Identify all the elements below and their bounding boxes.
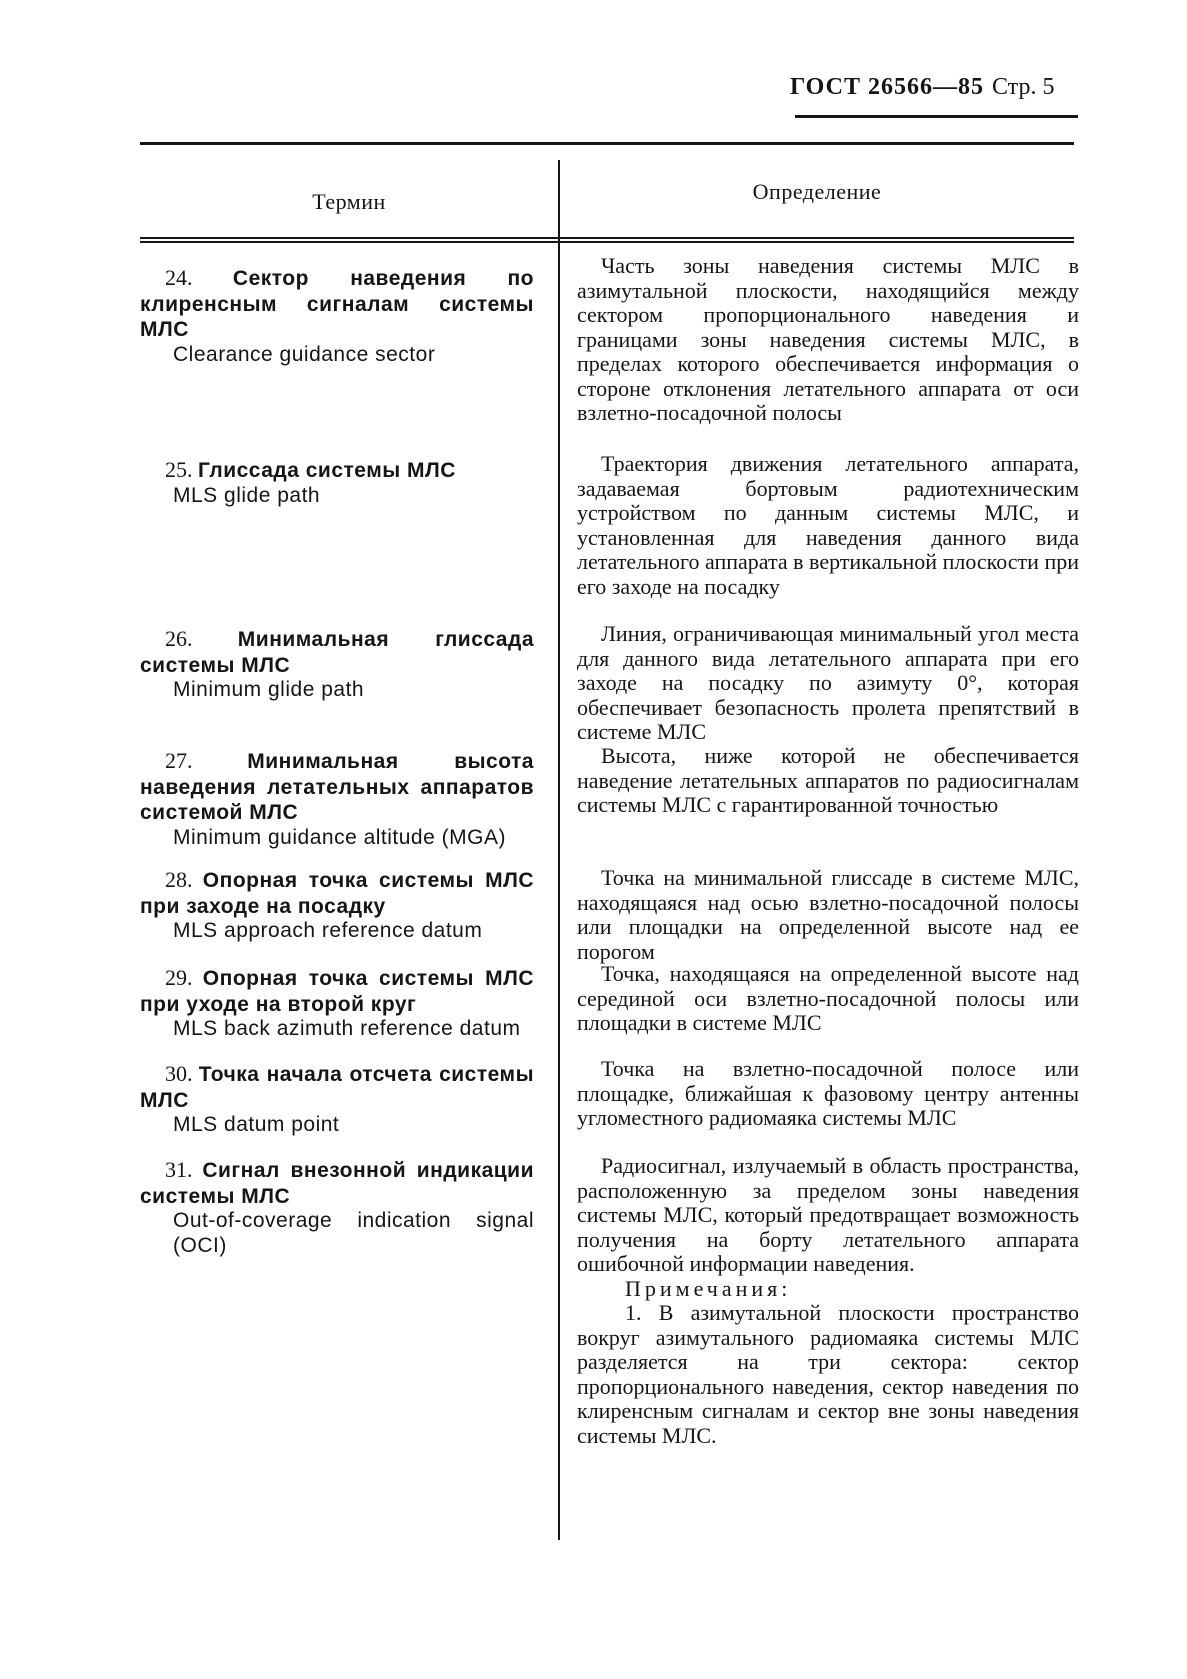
term-29 (140, 966, 534, 1042)
term-31 (140, 1158, 534, 1258)
definition-29 (577, 962, 1079, 1036)
term-number: 24. (165, 265, 193, 290)
term-25 (140, 458, 534, 508)
notes-title: Примечания: (625, 1275, 792, 1301)
definition-text: Точка на взлетно-посадочной полосе или площадке, ближайшая к фазовому центру антенны угломестного радиомаяка системы МЛС (577, 1056, 1079, 1130)
term-26 (140, 627, 534, 703)
term-english: Clearance guidance sector (173, 342, 436, 366)
column-header-definition: Определение (752, 179, 882, 204)
column-separator (558, 160, 560, 1540)
term-30 (140, 1062, 534, 1138)
definition-text: Линия, ограничивающая минимальный угол места для данного вида летательного аппарата при его заходе на посадку по азимуту 0°, которая обеспечивает безопасность пролета препятствий в системе МЛС (577, 621, 1079, 744)
table-header-rule (140, 237, 1074, 243)
term-russian: Сектор наведения по клиренсным сигналам системы МЛС (140, 267, 534, 341)
term-russian: Сигнал внезонной индикации системы МЛС (140, 1159, 534, 1208)
term-number: 25. (165, 457, 193, 482)
note-1: 1. В азимутальной плоскости пространство вокруг азимутального радиомаяка системы МЛС разделяется на три сектора: сектор пропорционального наведения, сектор наведения по клиренсным сигналам и сектор вне зоны наведения системы МЛС. (577, 1300, 1079, 1448)
definition-26 (577, 622, 1079, 745)
definition-28 (577, 866, 1079, 964)
term-number: 29. (165, 965, 193, 990)
definition-text: Точка, находящаяся на определенной высоте над серединой оси взлетно-посадочной полосы или площадки в системе МЛС (577, 961, 1079, 1035)
term-english: MLS back azimuth reference datum (173, 1017, 521, 1040)
page-number: Стр. 5 (991, 74, 1055, 100)
definition-text: Часть зоны наведения системы МЛС в азимутальной плоскости, находящийся между сектором пропорционального наведения и границами зоны наведения системы МЛС, в пределах которого обеспечивается информация о стороне отклонения летательного аппарата от оси взлетно-посадочной полосы (577, 253, 1079, 425)
term-russian: Минимальная высота наведения летательных аппаратов системой МЛС (140, 750, 534, 824)
term-english: MLS glide path (173, 483, 321, 507)
term-english: Minimum glide path (173, 678, 365, 701)
term-28 (140, 868, 534, 944)
term-number: 31. (165, 1157, 193, 1182)
definition-text: Радиосигнал, излучаемый в область пространства, расположенную за пределом зоны наведения системы МЛС, который предотвращает возможность получения на борту летательного аппарата ошибочной информации наведения. (577, 1153, 1079, 1276)
term-number: 28. (165, 867, 193, 892)
term-russian: Минимальная глиссада системы МЛС (140, 628, 534, 677)
term-russian: Опорная точка системы МЛС при уходе на второй круг (140, 967, 534, 1016)
table-top-rule (140, 142, 1074, 145)
definition-30 (577, 1057, 1079, 1131)
page-header (790, 74, 1078, 120)
definition-31 (577, 1154, 1079, 1448)
column-header-term: Термин (312, 189, 386, 214)
term-number: 27. (165, 748, 193, 773)
term-number: 30. (165, 1061, 193, 1086)
term-english: MLS approach reference datum (173, 919, 483, 942)
term-english: Minimum guidance altitude (MGA) (173, 825, 506, 849)
term-russian: Опорная точка системы МЛС при заходе на посадку (140, 869, 534, 918)
definition-25 (577, 452, 1079, 599)
document-number: ГОСТ 26566—85 (790, 74, 984, 100)
header-rule (795, 115, 1078, 118)
definition-27 (577, 744, 1079, 818)
term-english: MLS datum point (173, 1113, 340, 1136)
definition-text: Точка на минимальной глиссаде в системе МЛС, находящаяся над осью взлетно-посадочной полосы или площадки на определенной высоте над ее порогом (577, 865, 1079, 964)
definition-text: Высота, ниже которой не обеспечивается наведение летательных аппаратов по радиосигналам системы МЛС с гарантированной точностью (577, 743, 1079, 817)
term-russian: Точка начала отсчета системы МЛС (140, 1063, 535, 1112)
term-english: Out-of-coverage indication signal (OCI) (173, 1209, 534, 1257)
definition-text: Траектория движения летательного аппарата, задаваемая бортовым радиотехническим устройством по данным системы МЛС, и установленная для наведения данного вида летательного аппарата в вертикальной плоскости при его заходе на посадку (577, 451, 1079, 599)
definition-24 (577, 254, 1079, 426)
term-27 (140, 749, 534, 850)
term-russian: Глиссада системы МЛС (198, 459, 456, 482)
term-24 (140, 266, 534, 367)
term-number: 26. (165, 626, 193, 651)
